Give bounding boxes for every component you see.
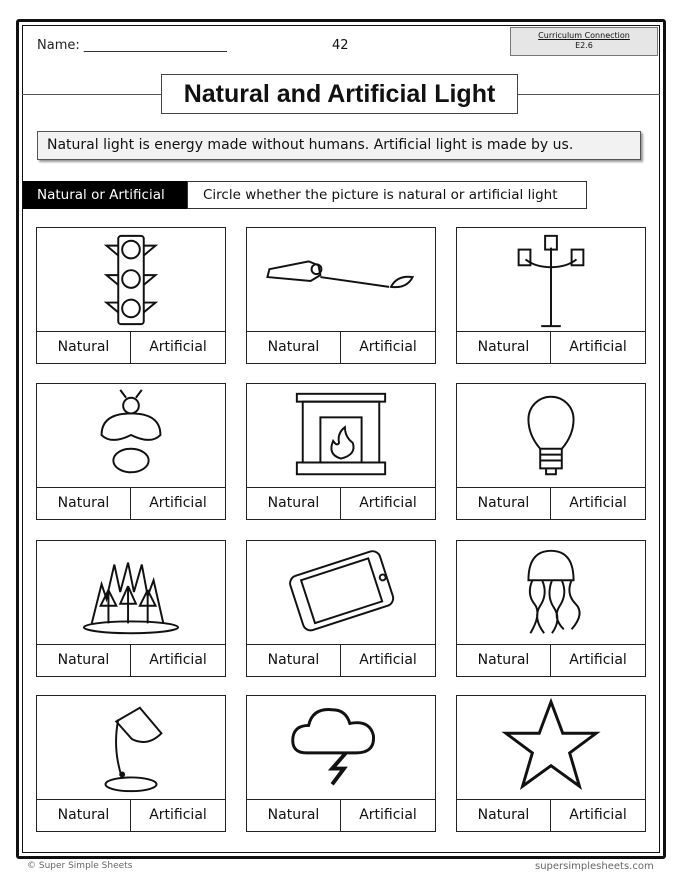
natural-option[interactable]: Natural: [246, 331, 341, 364]
artificial-option[interactable]: Artificial: [130, 799, 226, 832]
artificial-option[interactable]: Artificial: [550, 799, 646, 832]
natural-option[interactable]: Natural: [246, 487, 341, 520]
picture-card: [36, 227, 226, 364]
natural-option[interactable]: Natural: [456, 331, 551, 364]
artificial-option[interactable]: Artificial: [130, 644, 226, 677]
traffic-light-icon: [36, 227, 226, 332]
page-title: Natural and Artificial Light: [161, 74, 518, 114]
lighter-icon: [246, 227, 436, 332]
picture-card: [456, 383, 646, 520]
natural-option[interactable]: Natural: [246, 644, 341, 677]
natural-option[interactable]: Natural: [36, 487, 131, 520]
picture-card: [246, 695, 436, 832]
picture-card: [246, 540, 436, 677]
artificial-option[interactable]: Artificial: [340, 799, 436, 832]
curriculum-title: Curriculum Connection: [538, 31, 630, 40]
street-lamp-icon: [456, 227, 646, 332]
picture-card: [456, 695, 646, 832]
phone-icon: [246, 540, 436, 645]
natural-option[interactable]: Natural: [36, 799, 131, 832]
copyright: © Super Simple Sheets: [27, 861, 133, 871]
picture-card: [246, 227, 436, 364]
picture-card: [456, 227, 646, 364]
curriculum-code: E2.6: [575, 41, 593, 50]
page-number: 42: [332, 38, 349, 53]
picture-card: [36, 540, 226, 677]
firefly-icon: [36, 383, 226, 488]
light-bulb-icon: [456, 383, 646, 488]
section-tab: Natural or Artificial: [23, 181, 188, 209]
forest-fire-icon: [36, 540, 226, 645]
info-box: Natural light is energy made without humans. Artificial light is made by us.: [37, 131, 641, 160]
artificial-option[interactable]: Artificial: [550, 331, 646, 364]
natural-option[interactable]: Natural: [456, 644, 551, 677]
desk-lamp-icon: [36, 695, 226, 800]
artificial-option[interactable]: Artificial: [550, 644, 646, 677]
name-field[interactable]: Name: ______________________: [37, 38, 227, 53]
artificial-option[interactable]: Artificial: [550, 487, 646, 520]
artificial-option[interactable]: Artificial: [340, 331, 436, 364]
artificial-option[interactable]: Artificial: [130, 331, 226, 364]
section-instruction: Circle whether the picture is natural or artificial light: [187, 181, 587, 209]
picture-card: [36, 695, 226, 832]
picture-card: [456, 540, 646, 677]
jellyfish-icon: [456, 540, 646, 645]
natural-option[interactable]: Natural: [456, 799, 551, 832]
artificial-option[interactable]: Artificial: [130, 487, 226, 520]
lightning-cloud-icon: [246, 695, 436, 800]
picture-card: [246, 383, 436, 520]
artificial-option[interactable]: Artificial: [340, 487, 436, 520]
fireplace-icon: [246, 383, 436, 488]
picture-card: [36, 383, 226, 520]
natural-option[interactable]: Natural: [456, 487, 551, 520]
artificial-option[interactable]: Artificial: [340, 644, 436, 677]
natural-option[interactable]: Natural: [36, 331, 131, 364]
curriculum-box: [510, 27, 658, 56]
natural-option[interactable]: Natural: [246, 799, 341, 832]
natural-option[interactable]: Natural: [36, 644, 131, 677]
site-url: supersimplesheets.com: [535, 861, 654, 872]
star-icon: [456, 695, 646, 800]
